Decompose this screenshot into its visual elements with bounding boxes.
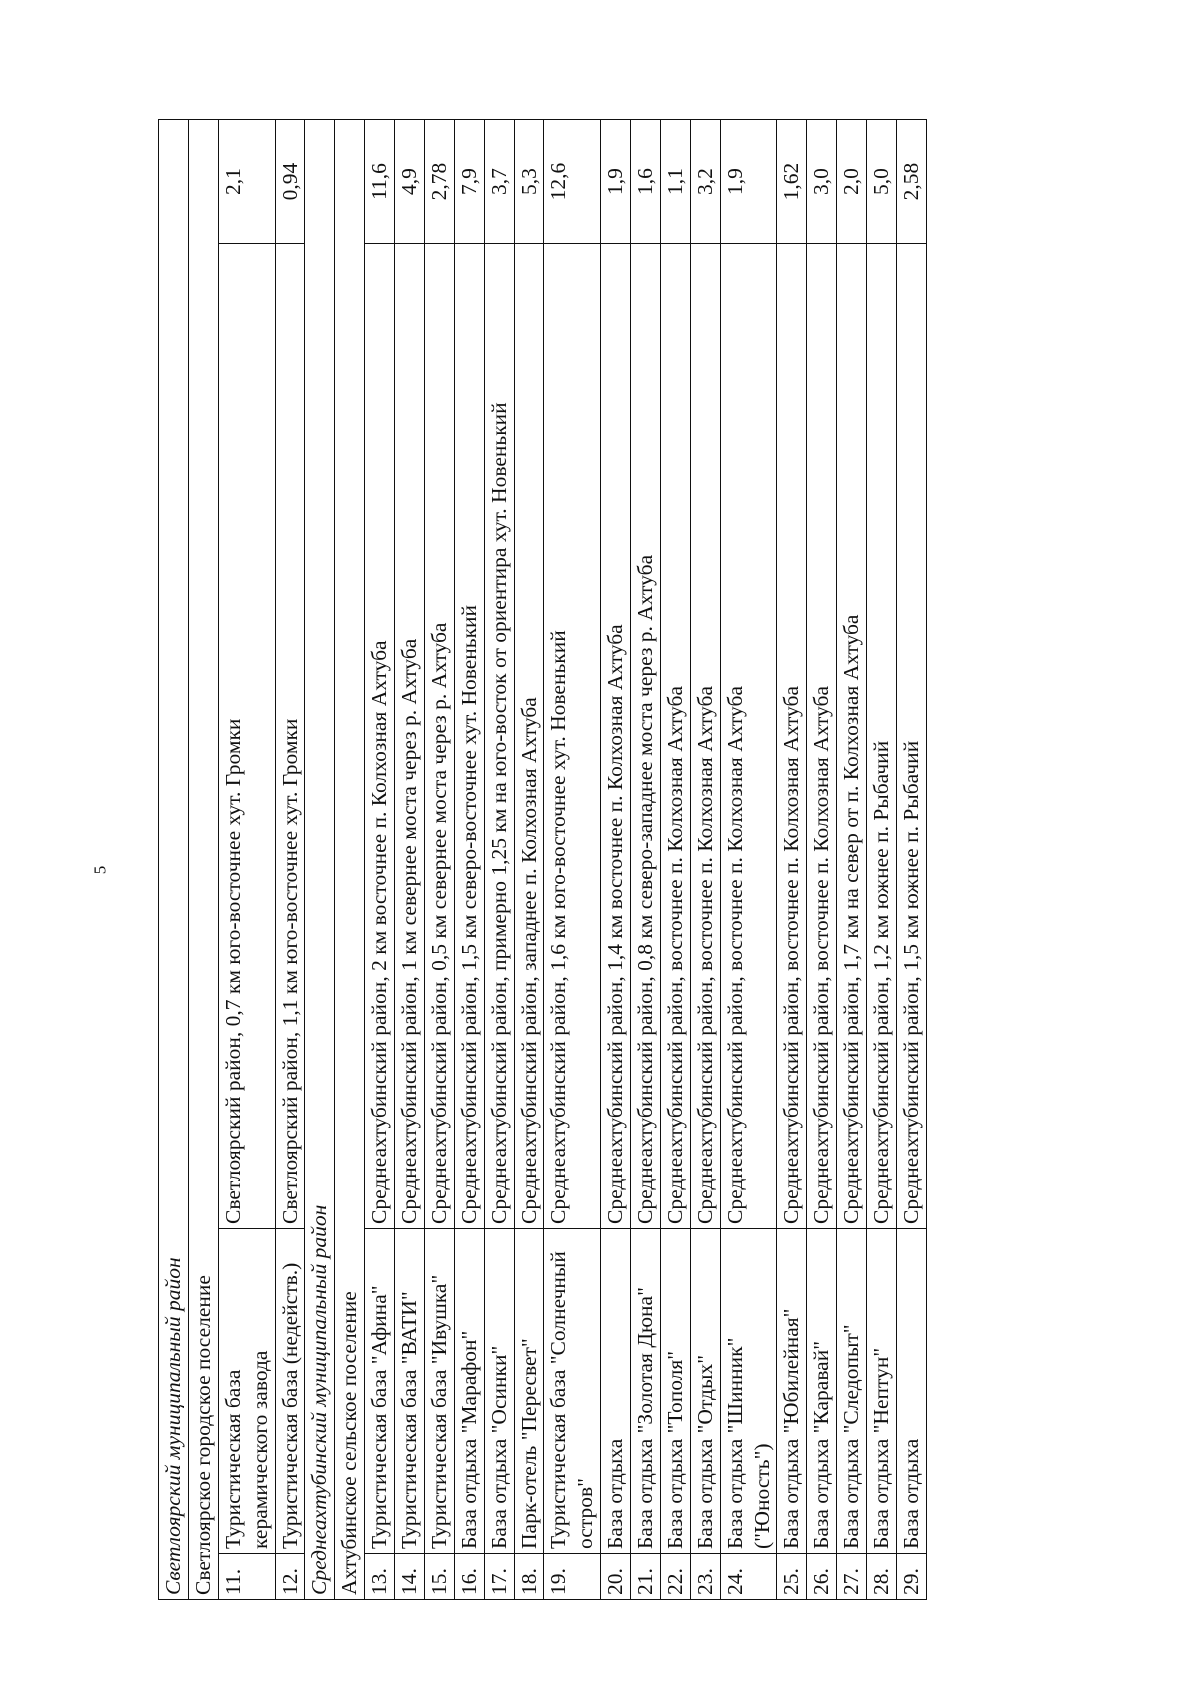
table-row [896,119,926,1599]
object-area: 3,2 [690,119,720,243]
object-name: База отдыха "Золотая Дюна" [631,1229,661,1554]
object-name: Парк-отель "Пересвет" [514,1229,544,1554]
object-area: 5,3 [514,119,544,243]
poselenie-heading: Светлоярское городское поселение [188,119,218,1599]
table-row [454,119,484,1599]
rayon-heading: Светлоярский муниципальный район [159,119,189,1599]
object-location: Светлоярский район, 0,7 км юго-восточнее хут. Громки [218,244,275,1229]
object-location: Среднеахтубинский район, 1,5 км южнее п. Рыбачий [896,244,926,1229]
object-location: Среднеахтубинский район, восточнее п. Колхозная Ахтуба [777,244,807,1229]
poselenie-heading: Ахтубинское сельское поселение [335,119,365,1599]
object-location: Среднеахтубинский район, 1,5 км северо-восточнее хут. Новенький [454,244,484,1229]
object-area: 1,1 [660,119,690,243]
object-location: Среднеахтубинский район, 1,4 км восточнее п. Колхозная Ахтуба [601,244,631,1229]
object-area: 2,1 [218,119,275,243]
object-name: Туристическая база "Афина" [365,1229,395,1554]
object-name: База отдыха "Юбилейная" [777,1229,807,1554]
row-number: 18. [514,1554,544,1600]
object-area: 1,62 [777,119,807,243]
object-area: 7,9 [454,119,484,243]
object-area: 4,9 [395,119,425,243]
object-name: Туристическая база "Ивушка" [424,1229,454,1554]
object-name: База отдыха "Осинки" [484,1229,514,1554]
row-number: 21. [631,1554,661,1600]
object-location: Среднеахтубинский район, восточнее п. Колхозная Ахтуба [690,244,720,1229]
object-name: База отдыха [896,1229,926,1554]
table-row [867,119,897,1599]
object-area: 3,0 [807,119,837,243]
row-number: 17. [484,1554,514,1600]
object-name: База отдыха "Тополя" [660,1229,690,1554]
table-body [159,119,927,1599]
row-number: 25. [777,1554,807,1600]
object-name: База отдыха "Следопыт" [837,1229,867,1554]
table-row [777,119,807,1599]
rayon-heading: Среднеахтубинский муниципальный район [305,119,335,1599]
row-number: 27. [837,1554,867,1600]
object-location: Среднеахтубинский район, восточнее п. Колхозная Ахтуба [807,244,837,1229]
table-row [601,119,631,1599]
rayon-header-row [305,119,335,1599]
table-row [424,119,454,1599]
table-row [514,119,544,1599]
object-name: База отдыха "Нептун" [867,1229,897,1554]
page-number: 5 [90,865,110,875]
object-location: Среднеахтубинский район, 1 км севернее моста через р. Ахтуба [395,244,425,1229]
row-number: 28. [867,1554,897,1600]
object-name: База отдыха [601,1229,631,1554]
object-area: 5,0 [867,119,897,243]
row-number: 11. [218,1554,275,1600]
object-area: 12,6 [544,119,601,243]
rotated-document [158,120,1058,1600]
table-row [807,119,837,1599]
object-area: 0,94 [275,119,305,243]
object-location: Среднеахтубинский район, западнее п. Колхозная Ахтуба [514,244,544,1229]
row-number: 12. [275,1554,305,1600]
object-area: 2,78 [424,119,454,243]
row-number: 24. [720,1554,777,1600]
object-location: Среднеахтубинский район, восточнее п. Колхозная Ахтуба [720,244,777,1229]
row-number: 20. [601,1554,631,1600]
row-number: 22. [660,1554,690,1600]
object-name: Туристическая база "ВАТИ" [395,1229,425,1554]
object-area: 3,7 [484,119,514,243]
object-location: Среднеахтубинский район, 1,7 км на север от п. Колхозная Ахтуба [837,244,867,1229]
object-location: Среднеахтубинский район, восточнее п. Колхозная Ахтуба [660,244,690,1229]
row-number: 14. [395,1554,425,1600]
row-number: 15. [424,1554,454,1600]
table-row [660,119,690,1599]
object-location: Среднеахтубинский район, 0,5 км севернее моста через р. Ахтуба [424,244,454,1229]
table-row [544,119,601,1599]
object-name: База отдыха "Шинник" ("Юность") [720,1229,777,1554]
row-number: 13. [365,1554,395,1600]
object-name: Туристическая база "Солнечный остров" [544,1229,601,1554]
object-name: Туристическая база керамического завода [218,1229,275,1554]
object-name: База отдыха "Каравай" [807,1229,837,1554]
object-name: База отдыха "Марафон" [454,1229,484,1554]
object-location: Среднеахтубинский район, 0,8 км северо-западнее моста через р. Ахтуба [631,244,661,1229]
object-area: 1,9 [601,119,631,243]
recreation-bases-table [158,119,927,1600]
object-location: Светлоярский район, 1,1 км юго-восточнее хут. Громки [275,244,305,1229]
object-location: Среднеахтубинский район, 1,6 км юго-восточнее хут. Новенький [544,244,601,1229]
rayon-header-row [159,119,189,1599]
row-number: 19. [544,1554,601,1600]
table-row [484,119,514,1599]
object-area: 11,6 [365,119,395,243]
object-location: Среднеахтубинский район, 1,2 км южнее п. Рыбачий [867,244,897,1229]
table-row [395,119,425,1599]
object-area: 2,0 [837,119,867,243]
table-row [365,119,395,1599]
row-number: 29. [896,1554,926,1600]
poselenie-header-row [335,119,365,1599]
object-area: 1,9 [720,119,777,243]
table-row [720,119,777,1599]
table-row [275,119,305,1599]
row-number: 16. [454,1554,484,1600]
table-row [218,119,275,1599]
object-location: Среднеахтубинский район, примерно 1,25 км на юго-восток от ориентира хут. Новенький [484,244,514,1229]
object-area: 1,6 [631,119,661,243]
table-row [837,119,867,1599]
poselenie-header-row [188,119,218,1599]
object-location: Среднеахтубинский район, 2 км восточнее п. Колхозная Ахтуба [365,244,395,1229]
row-number: 23. [690,1554,720,1600]
object-name: База отдыха "Отдых" [690,1229,720,1554]
object-area: 2,58 [896,119,926,243]
row-number: 26. [807,1554,837,1600]
object-name: Туристическая база (недейств.) [275,1229,305,1554]
table-row [690,119,720,1599]
table-row [631,119,661,1599]
